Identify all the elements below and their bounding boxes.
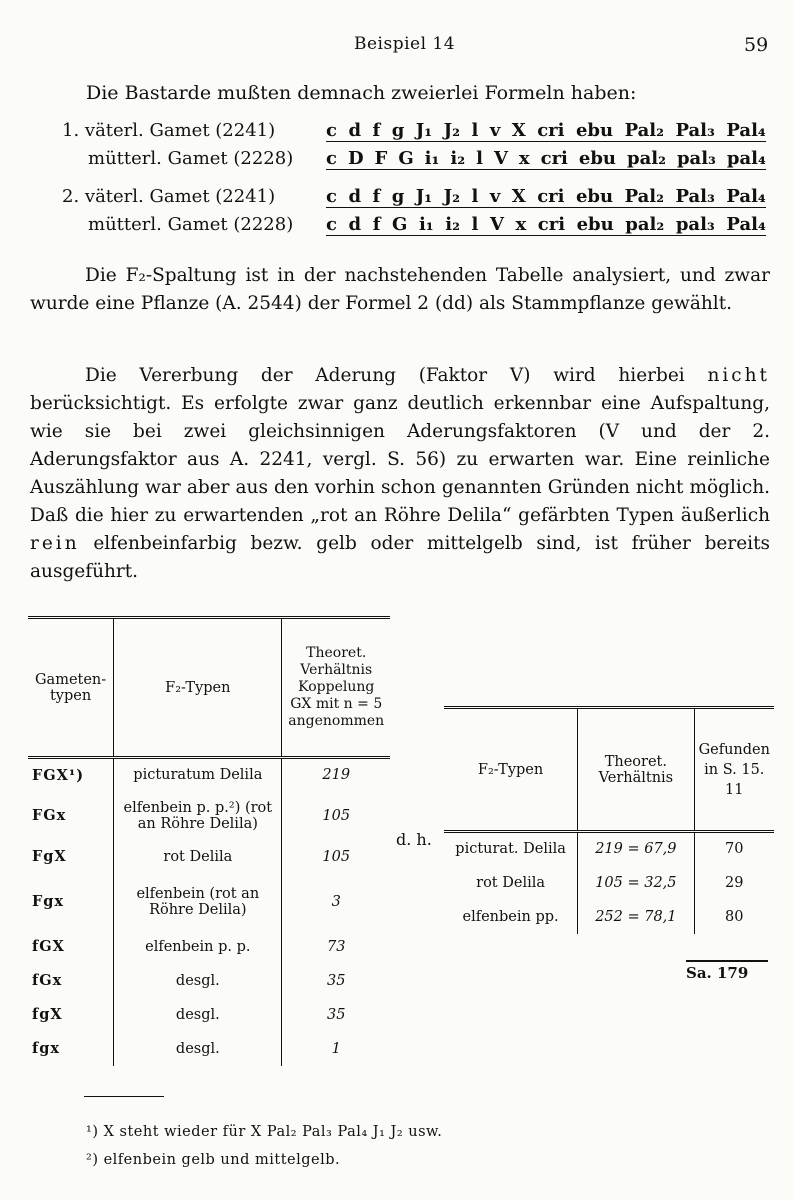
formula-token: pal₃ <box>676 148 716 169</box>
formula-row <box>326 186 766 208</box>
intro-sentence: Die Bastarde mußten demnach zweierlei Formeln haben: <box>86 82 637 104</box>
formula-token: X <box>511 120 526 141</box>
formula-token: d <box>348 214 362 235</box>
formula-token: J₁ <box>415 120 433 141</box>
formula-token: ebu <box>578 148 616 169</box>
ratio-cell: 105 <box>322 848 351 865</box>
paragraph-2-part: Die Vererbung der Aderung (Faktor V) wird hierbei <box>85 365 685 386</box>
type-cell: elfenbein p. p.²) (rot an Röhre Delila) <box>114 792 282 840</box>
ratio-cell: 252 = 78,1 <box>578 900 694 934</box>
table-row <box>28 998 390 1032</box>
emphasis-text: rein <box>30 533 80 554</box>
formula-token: c <box>326 214 337 235</box>
header-ratio: Theoret. Verhältnis <box>578 708 694 832</box>
formula-token: d <box>348 120 362 141</box>
ratio-cell: 219 <box>322 767 351 784</box>
formula-token: g <box>391 186 405 207</box>
formula-token: x <box>518 148 530 169</box>
gamete-table <box>28 616 390 1066</box>
running-title: Beispiel 14 <box>354 34 456 54</box>
type-cell: elfenbein pp. <box>444 900 578 934</box>
formula-token: c <box>326 186 337 207</box>
formula-token: F <box>374 148 388 169</box>
formula-token: cri <box>537 120 565 141</box>
formula-token: ebu <box>576 214 614 235</box>
ratio-cell: 73 <box>327 938 346 955</box>
sum-total: Sa. 179 <box>686 960 768 982</box>
type-cell: rot Delila <box>114 840 282 874</box>
header-found: Gefunden in S. 15. 11 <box>694 708 774 832</box>
formula-token: G <box>392 214 408 235</box>
formula-token: Pal₄ <box>726 214 766 235</box>
type-cell: picturatum Delila <box>114 758 282 792</box>
formula-token: J₂ <box>443 120 461 141</box>
type-cell: desgl. <box>114 964 282 998</box>
found-cell: 29 <box>725 874 744 891</box>
paragraph-1: Die F₂-Spaltung ist in der nachstehenden Tabelle analysiert, und zwar wurde eine Pflanze (A. 2544) der Formel 2 (dd) als Stammpflanze gewählt. <box>30 265 770 314</box>
formula-token: cri <box>537 186 565 207</box>
connector-text: d. h. <box>396 830 432 849</box>
formula-token: l <box>471 186 479 207</box>
table-row <box>28 930 390 964</box>
formula-token: ebu <box>575 186 614 207</box>
table-row <box>28 874 390 930</box>
formula-row <box>326 120 766 142</box>
ratio-cell: 35 <box>327 972 346 989</box>
type-cell: elfenbein (rot an Röhre Delila) <box>114 874 282 930</box>
formula-token: l <box>471 120 479 141</box>
formula-token: D <box>347 148 364 169</box>
type-cell: desgl. <box>114 1032 282 1066</box>
formula-token: Pal₃ <box>675 120 715 141</box>
formula-token: v <box>489 186 501 207</box>
formula-token: g <box>391 120 405 141</box>
formula-token: pal₃ <box>675 214 715 235</box>
formula-token: cri <box>540 148 568 169</box>
gamete-cell: fgx <box>28 1032 114 1066</box>
type-cell: rot Delila <box>444 866 578 900</box>
table-row <box>28 1032 390 1066</box>
header-gametes: Gameten-typen <box>28 618 114 758</box>
formula-label: mütterl. Gamet (2228) <box>88 148 294 169</box>
table-row <box>444 900 774 934</box>
type-cell: picturat. Delila <box>444 832 578 866</box>
footnote-rule <box>84 1096 164 1097</box>
formula-token: cri <box>537 214 566 235</box>
formula-label: 1. väterl. Gamet (2241) <box>62 120 276 141</box>
formula-token: v <box>489 120 501 141</box>
formula-token: c <box>326 120 337 141</box>
formula-token: J₂ <box>443 186 461 207</box>
formula-token: J₁ <box>415 186 433 207</box>
ratio-cell: 1 <box>331 1040 341 1057</box>
ratio-cell: 105 = 32,5 <box>578 866 694 900</box>
table-row <box>444 866 774 900</box>
formula-token: Pal₃ <box>675 186 715 207</box>
table-row <box>444 832 774 866</box>
paragraph-2-part: berücksichtigt. Es erfolgte zwar ganz deutlich erkennbar eine Aufspaltung, wie sie bei zwei gleichsinnigen Aderungsfaktoren (V und der 2. Aderungsfaktor aus A. 2241, vergl. S. 56) zu erwarten war. Eine reinliche Auszählung war aber aus den vorhin schon genannten Gründen nicht möglich. Daß die hier zu erwartenden „rot an Röhre Delila“ gefärbten Typen äußerlich <box>30 393 770 526</box>
formula-label: 2. väterl. Gamet (2241) <box>62 186 276 207</box>
formula-label: mütterl. Gamet (2228) <box>88 214 294 235</box>
page-number: 59 <box>744 34 769 56</box>
gamete-cell: fgX <box>28 998 114 1032</box>
formula-token: pal₂ <box>625 214 665 235</box>
formula-token: pal₂ <box>626 148 666 169</box>
formula-token: Pal₄ <box>726 186 766 207</box>
formula-token: f <box>372 214 381 235</box>
header-ratio: Theoret. Verhältnis Koppelung GX mit n = 5 angenommen <box>282 618 390 758</box>
gamete-cell: FgX <box>28 840 114 874</box>
formula-token: i₁ <box>418 214 434 235</box>
table-row <box>28 964 390 998</box>
header-types: F₂-Typen <box>114 618 282 758</box>
formula-token: V <box>489 214 504 235</box>
gamete-cell: FGx <box>28 792 114 840</box>
type-cell: elfenbein p. p. <box>114 930 282 964</box>
gamete-cell: fGX <box>28 930 114 964</box>
footnote-2: ²) elfenbein gelb und mittelgelb. <box>86 1152 341 1168</box>
found-cell: 70 <box>725 841 744 858</box>
paragraph-2 <box>30 362 770 586</box>
formula-token: pal₄ <box>726 148 766 169</box>
formula-token: f <box>372 186 381 207</box>
formula-token: i₂ <box>450 148 466 169</box>
gamete-cell: FGX¹) <box>28 758 114 792</box>
gamete-cell: Fgx <box>28 874 114 930</box>
formula-token: x <box>515 214 527 235</box>
formula-token: i₂ <box>445 214 460 235</box>
ratio-cell: 3 <box>331 893 341 910</box>
formula-token: V <box>493 148 508 169</box>
formula-token: ebu <box>575 120 614 141</box>
summary-table <box>444 706 774 934</box>
emphasis-text: nicht <box>707 365 770 386</box>
formula-token: c <box>326 148 337 169</box>
table-row <box>28 792 390 840</box>
formula-token: Pal₄ <box>726 120 766 141</box>
formula-token: Pal₂ <box>624 120 664 141</box>
formula-token: d <box>348 186 362 207</box>
formula-token: X <box>511 186 526 207</box>
formula-token: Pal₂ <box>624 186 664 207</box>
ratio-cell: 219 = 67,9 <box>578 832 694 866</box>
paragraph-2-part: elfenbeinfarbig bezw. gelb oder mittelgelb sind, ist früher bereits ausgeführt. <box>30 533 770 582</box>
formula-row <box>326 214 766 236</box>
gamete-cell: fGx <box>28 964 114 998</box>
header-types: F₂-Typen <box>444 708 578 832</box>
ratio-cell: 105 <box>322 807 351 824</box>
formula-token: G <box>398 148 414 169</box>
ratio-cell: 35 <box>327 1006 346 1023</box>
formula-token: l <box>476 148 483 169</box>
formula-row <box>326 148 766 170</box>
table-row <box>28 758 390 792</box>
formula-token: l <box>471 214 479 235</box>
table-row <box>28 840 390 874</box>
formula-token: f <box>372 120 381 141</box>
footnote-1: ¹) X steht wieder für X Pal₂ Pal₃ Pal₄ J₁ J₂ usw. <box>86 1124 443 1140</box>
type-cell: desgl. <box>114 998 282 1032</box>
formula-token: i₁ <box>424 148 440 169</box>
found-cell: 80 <box>725 908 744 925</box>
